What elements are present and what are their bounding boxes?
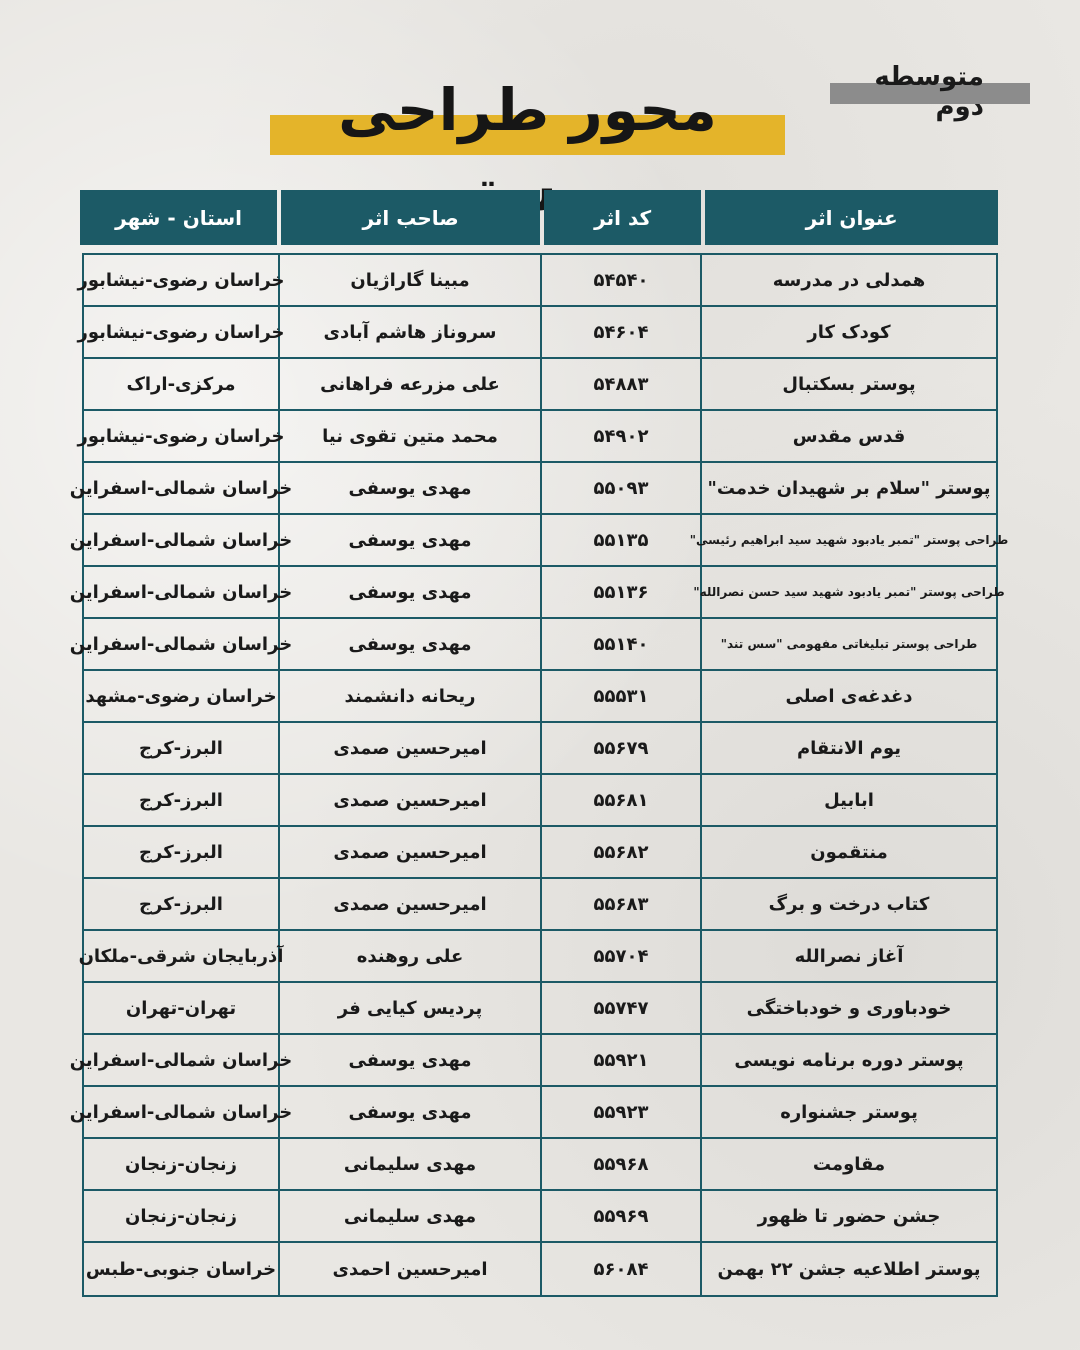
table-row — [84, 1139, 996, 1191]
cell-location: خراسان شمالی-اسفراین — [69, 1101, 293, 1123]
cell-location: خراسان شمالی-اسفراین — [69, 1049, 293, 1071]
cell-location: خراسان شمالی-اسفراین — [69, 529, 293, 551]
cell-location: البرز-کرج — [139, 841, 223, 863]
cell-location: مرکزی-اراک — [126, 373, 236, 395]
table-row — [77, 411, 996, 463]
cell-author: مهدی یوسفی — [278, 463, 540, 513]
cell-title: طراحی پوستر تبلیغاتی مفهومی "سس تند" — [700, 619, 996, 669]
cell-title: یوم الانتقام — [700, 723, 996, 773]
cell-title: طراحی پوستر "تمبر یادبود شهید سید حسن نصرالله" — [700, 567, 996, 617]
table-row — [84, 723, 996, 775]
page-title: محور طراحی — [338, 76, 717, 144]
cell-code: ۵۵۷۴۷ — [540, 983, 700, 1033]
cell-title: پوستر دوره برنامه نویسی — [700, 1035, 996, 1085]
cell-code: ۵۵۹۶۸ — [540, 1139, 700, 1189]
table-row — [69, 567, 1005, 619]
cell-code: ۵۵۰۹۳ — [540, 463, 700, 513]
results-table — [69, 253, 1009, 1297]
table-row — [69, 1035, 996, 1087]
cell-author: مهدی سلیمانی — [278, 1191, 540, 1241]
cell-location: تهران-تهران — [125, 997, 237, 1019]
table-row — [84, 1191, 996, 1243]
cell-code: ۵۵۱۴۰ — [540, 619, 700, 669]
cell-author: مهدی یوسفی — [278, 619, 540, 669]
cell-title: قدس مقدس — [700, 411, 996, 461]
cell-author: مهدی سلیمانی — [278, 1139, 540, 1189]
grade-label: متوسطه دوم — [874, 62, 984, 122]
cell-code: ۵۴۸۸۳ — [540, 359, 700, 409]
table-row — [77, 307, 996, 359]
cell-location: خراسان رضوی-نیشابور — [77, 425, 285, 447]
cell-code: ۵۵۱۳۶ — [540, 567, 700, 617]
table-row — [84, 359, 996, 411]
table-row — [78, 931, 996, 983]
cell-title: پوستر "سلام بر شهیدان خدمت" — [700, 463, 996, 513]
cell-author: مهدی یوسفی — [278, 1087, 540, 1137]
cell-author: امیرحسین صمدی — [278, 827, 540, 877]
cell-code: ۵۵۶۸۲ — [540, 827, 700, 877]
table-row — [69, 1087, 996, 1139]
cell-location: البرز-کرج — [139, 789, 223, 811]
cell-author: سروناز هاشم آبادی — [278, 307, 540, 357]
cell-code: ۵۵۷۰۴ — [540, 931, 700, 981]
cell-title: ابابیل — [700, 775, 996, 825]
cell-author: مهدی یوسفی — [278, 567, 540, 617]
cell-author: محمد متین تقوی نیا — [278, 411, 540, 461]
cell-code: ۵۵۹۲۳ — [540, 1087, 700, 1137]
cell-location: خراسان رضوی-نیشابور — [77, 269, 285, 291]
table-row — [69, 463, 996, 515]
table-row — [69, 619, 996, 671]
table-header — [80, 190, 998, 245]
cell-author: امیرحسین احمدی — [278, 1243, 540, 1295]
cell-code: ۵۴۵۴۰ — [540, 255, 700, 305]
cell-code: ۵۵۶۷۹ — [540, 723, 700, 773]
header-location: استان - شهر — [80, 190, 277, 245]
cell-title: مقاومت — [700, 1139, 996, 1189]
cell-code: ۵۵۵۳۱ — [540, 671, 700, 721]
cell-code: ۵۵۶۸۳ — [540, 879, 700, 929]
cell-author: امیرحسین صمدی — [278, 775, 540, 825]
cell-location: خراسان شمالی-اسفراین — [69, 633, 293, 655]
table-row — [84, 775, 996, 827]
cell-author: علی روهنده — [278, 931, 540, 981]
cell-location: زنجان-زنجان — [125, 1153, 237, 1175]
cell-title: کتاب درخت و برگ — [700, 879, 996, 929]
cell-title: آغاز نصرالله — [700, 931, 996, 981]
header-title: عنوان اثر — [705, 190, 998, 245]
cell-location: خراسان شمالی-اسفراین — [69, 581, 293, 603]
cell-author: مبینا گاراژیان — [278, 255, 540, 305]
table-row — [84, 827, 996, 879]
header-code: کد اثر — [544, 190, 701, 245]
cell-location: آذربایجان شرقی-ملکان — [78, 945, 284, 967]
cell-code: ۵۵۱۳۵ — [540, 515, 700, 565]
cell-title: طراحی پوستر "تمبر یادبود شهید سید ابراهیم رئیسی" — [700, 515, 996, 565]
table-row — [84, 1243, 996, 1295]
cell-title: جشن حضور تا ظهور — [700, 1191, 996, 1241]
cell-code: ۵۵۶۸۱ — [540, 775, 700, 825]
cell-location: خراسان جنوبی-طبس — [85, 1258, 277, 1280]
cell-location: خراسان شمالی-اسفراین — [69, 477, 293, 499]
cell-code: ۵۵۹۶۹ — [540, 1191, 700, 1241]
cell-author: مهدی یوسفی — [278, 515, 540, 565]
cell-title: پوستر بسکتبال — [700, 359, 996, 409]
cell-code: ۵۶۰۸۴ — [540, 1243, 700, 1295]
cell-location: البرز-کرج — [139, 737, 223, 759]
table-row — [84, 671, 996, 723]
cell-title: کودک کار — [700, 307, 996, 357]
cell-author: امیرحسین صمدی — [278, 879, 540, 929]
cell-title: همدلی در مدرسه — [700, 255, 996, 305]
cell-code: ۵۴۶۰۴ — [540, 307, 700, 357]
cell-title: دغدغه‌ی اصلی — [700, 671, 996, 721]
table-row — [69, 515, 1009, 567]
cell-author: ریحانه دانشمند — [278, 671, 540, 721]
cell-author: امیرحسین صمدی — [278, 723, 540, 773]
header-author: صاحب اثر — [281, 190, 540, 245]
cell-location: زنجان-زنجان — [125, 1205, 237, 1227]
table-row — [84, 879, 996, 931]
table-row — [77, 255, 996, 307]
cell-code: ۵۴۹۰۲ — [540, 411, 700, 461]
cell-location: البرز-کرج — [139, 893, 223, 915]
cell-title: خودباوری و خودباختگی — [700, 983, 996, 1033]
cell-author: مهدی یوسفی — [278, 1035, 540, 1085]
table-row — [84, 983, 996, 1035]
cell-location: خراسان رضوی-نیشابور — [77, 321, 285, 343]
cell-author: پردیس کیایی فر — [278, 983, 540, 1033]
cell-author: علی مزرعه فراهانی — [278, 359, 540, 409]
cell-title: پوستر جشنواره — [700, 1087, 996, 1137]
cell-code: ۵۵۹۲۱ — [540, 1035, 700, 1085]
cell-title: پوستر اطلاعیه جشن ۲۲ بهمن — [700, 1243, 996, 1295]
cell-title: منتقمون — [700, 827, 996, 877]
cell-location: خراسان رضوی-مشهد — [85, 685, 277, 707]
